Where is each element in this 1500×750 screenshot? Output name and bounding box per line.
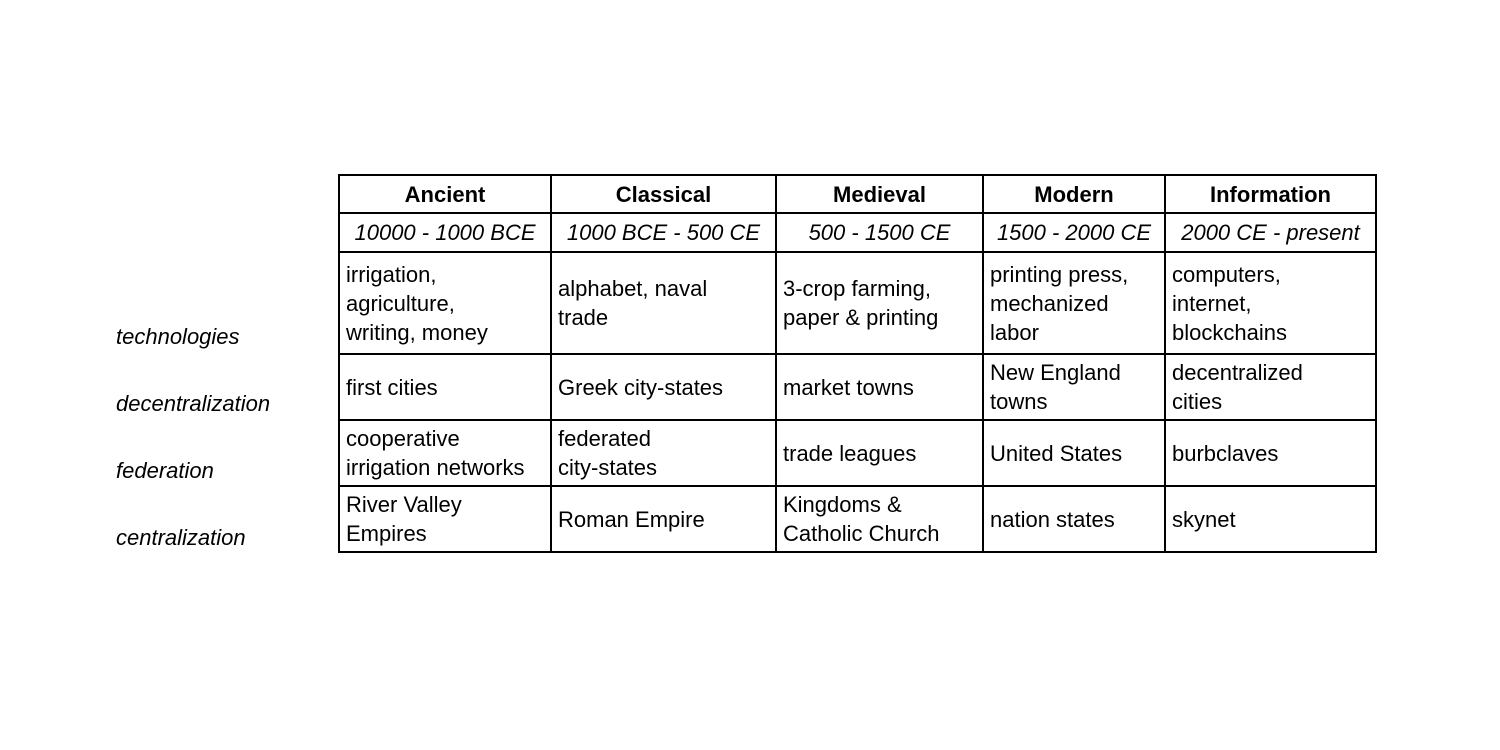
decentralization-row — [339, 354, 1376, 420]
cell-federation-medieval — [776, 420, 983, 486]
cell-technologies-modern — [983, 252, 1165, 354]
row-label-federation: federation — [116, 458, 214, 483]
cell-line: writing, money — [346, 319, 488, 345]
cell-line: printing press, — [990, 261, 1129, 287]
cell-line: market towns — [783, 374, 914, 400]
cell-line: towns — [990, 389, 1048, 414]
cell-line: trade leagues — [783, 440, 917, 466]
centralization-row — [339, 486, 1376, 552]
header-information: Information — [1165, 175, 1376, 213]
header-modern: Modern — [983, 175, 1165, 213]
date-ancient: 10000 - 1000 BCE — [339, 213, 551, 252]
cell-line: irrigation, — [346, 261, 437, 287]
cell-line: labor — [990, 319, 1039, 345]
cell-line: Roman Empire — [558, 506, 705, 532]
cell-line: New England — [990, 360, 1121, 385]
cell-line: city-states — [558, 455, 658, 480]
cell-centralization-ancient — [339, 486, 551, 552]
cell-line: trade — [558, 305, 609, 330]
cell-line: agriculture, — [346, 290, 455, 316]
cell-centralization-medieval — [776, 486, 983, 552]
cell-line: Catholic Church — [783, 521, 940, 546]
cell-technologies-information — [1165, 252, 1376, 354]
cell-line: internet, — [1172, 290, 1252, 316]
cell-federation-modern — [983, 420, 1165, 486]
header-row — [339, 175, 1376, 213]
cell-decentralization-modern — [983, 354, 1165, 420]
cell-line: decentralized — [1172, 360, 1303, 385]
cell-federation-information — [1165, 420, 1376, 486]
date-information: 2000 CE - present — [1165, 213, 1376, 252]
header-classical: Classical — [551, 175, 776, 213]
cell-line: federated — [558, 426, 651, 451]
cell-decentralization-ancient — [339, 354, 551, 420]
cell-line: burbclaves — [1172, 440, 1279, 466]
row-label-technologies: technologies — [116, 324, 240, 349]
cell-decentralization-medieval — [776, 354, 983, 420]
cell-centralization-classical — [551, 486, 776, 552]
cell-line: cities — [1172, 389, 1223, 414]
cell-federation-ancient — [339, 420, 551, 486]
row-label-centralization: centralization — [116, 525, 246, 550]
cell-centralization-information — [1165, 486, 1376, 552]
cell-line: Kingdoms & — [783, 492, 902, 517]
cell-line: computers, — [1172, 261, 1281, 287]
header-ancient: Ancient — [339, 175, 551, 213]
date-medieval: 500 - 1500 CE — [776, 213, 983, 252]
technologies-row — [339, 252, 1376, 354]
header-medieval: Medieval — [776, 175, 983, 213]
cell-line: mechanized — [990, 290, 1109, 316]
cell-technologies-classical — [551, 252, 776, 354]
cell-line: Greek city-states — [558, 374, 724, 400]
cell-line: alphabet, naval — [558, 276, 708, 301]
date-classical: 1000 BCE - 500 CE — [551, 213, 776, 252]
cell-line: 3-crop farming, — [783, 276, 931, 301]
cell-line: nation states — [990, 506, 1115, 532]
cell-line: River Valley — [346, 492, 462, 517]
row-label-decentralization: decentralization — [116, 391, 271, 416]
date-row — [339, 213, 1376, 252]
cell-federation-classical — [551, 420, 776, 486]
cell-line: United States — [990, 440, 1123, 466]
cell-line: first cities — [346, 374, 438, 400]
cell-line: cooperative — [346, 426, 460, 451]
eras-table — [338, 174, 1377, 553]
cell-line: Empires — [346, 521, 427, 546]
date-modern: 1500 - 2000 CE — [983, 213, 1165, 252]
cell-line: blockchains — [1172, 319, 1287, 345]
cell-centralization-modern — [983, 486, 1165, 552]
federation-row — [339, 420, 1376, 486]
cell-technologies-ancient — [339, 252, 551, 354]
cell-line: skynet — [1172, 506, 1236, 532]
cell-decentralization-classical — [551, 354, 776, 420]
cell-decentralization-information — [1165, 354, 1376, 420]
cell-technologies-medieval — [776, 252, 983, 354]
cell-line: irrigation networks — [346, 455, 525, 480]
cell-line: paper & printing — [783, 305, 939, 330]
